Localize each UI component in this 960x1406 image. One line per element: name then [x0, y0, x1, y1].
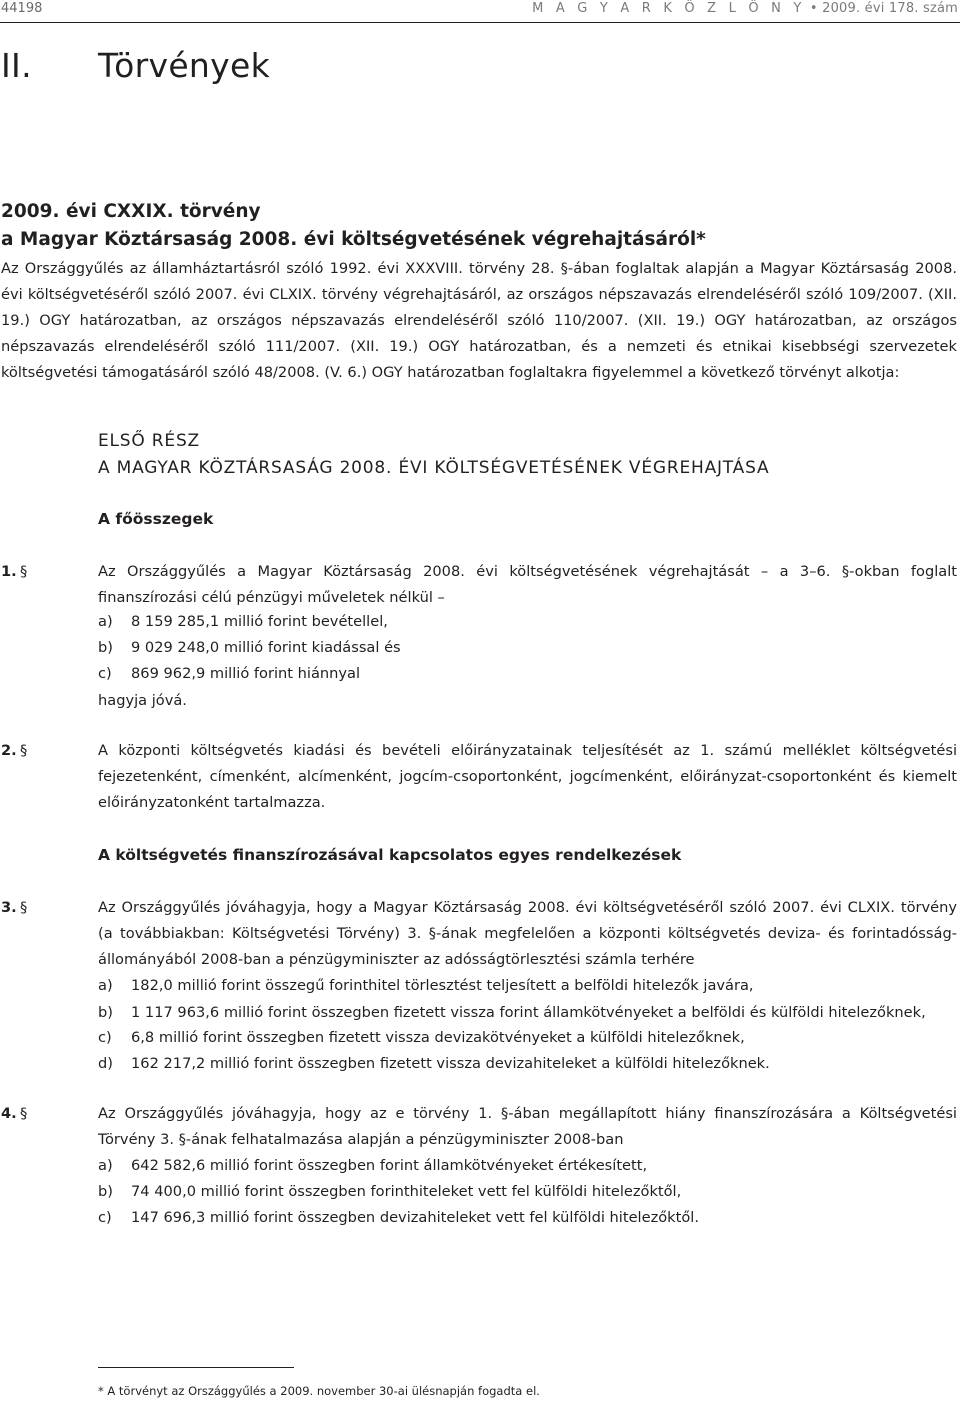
footnote-rule: [98, 1367, 294, 1368]
section-1-item-a: a) 8 159 285,1 millió forint bevétellel,: [98, 613, 388, 630]
part-number: II.: [1, 46, 32, 85]
section-4-item-c: c) 147 696,3 millió forint összegben devizahiteleket vett fel külföldi hitelezőktől.: [98, 1209, 699, 1226]
section-1-item-c: c) 869 962,9 millió forint hiánnyal: [98, 665, 361, 682]
section-2-number: 2.: [1, 742, 17, 759]
section-3-item-d: d) 162 217,2 millió forint összegben fizetett vissza devizahiteleket a külföldi hitelezőknek.: [98, 1055, 770, 1072]
section-1-closing: hagyja jóvá.: [98, 692, 187, 709]
header-rule: [0, 22, 960, 23]
law-title-line2: a Magyar Köztársaság 2008. évi költségvetésének végrehajtásáról*: [1, 229, 706, 250]
section-4-number: 4.: [1, 1105, 17, 1122]
subheading-financing: A költségvetés finanszírozásával kapcsolatos egyes rendelkezések: [98, 846, 682, 864]
section-1-text: Az Országgyűlés a Magyar Köztársaság 2008. évi költségvetésének végrehajtását – a 3–6. §-okban foglalt finanszírozási célú pénzügyi műveletek nélkül –: [98, 563, 957, 606]
part-title: Törvények: [98, 46, 270, 85]
section-4-item-b: b) 74 400,0 millió forint összegben forinthiteleket vett fel külföldi hitelezőktől,: [98, 1183, 682, 1200]
law-title-line1: 2009. évi CXXIX. törvény: [1, 201, 261, 222]
section-3-number: 3.: [1, 899, 17, 916]
section-1-number: 1.: [1, 563, 17, 580]
issue-info: • 2009. évi 178. szám: [809, 1, 958, 16]
section-3-item-b: b) 1 117 963,6 millió forint összegben fizetett vissza forint államkötvényeket a belföldi és külföldi hitelezőknek,: [98, 1004, 926, 1021]
section-3-item-a: a) 182,0 millió forint összegű forinthitel törlesztést teljesített a belföldi hitelezők javára,: [98, 977, 754, 994]
first-part-title: A MAGYAR KÖZTÁRSASÁG 2008. ÉVI KÖLTSÉGVETÉSÉNEK VÉGREHAJTÁSA: [98, 458, 770, 478]
section-4-sign: §: [20, 1105, 28, 1122]
page-number: 44198: [1, 1, 43, 16]
section-3-sign: §: [20, 899, 28, 916]
section-4-text: Az Országgyűlés jóváhagyja, hogy az e törvény 1. §-ában megállapított hiány finanszírozására a Költségvetési Törvény 3. §-ának felhatalmazása alapján a pénzügyminiszter 2008-ban: [98, 1105, 957, 1148]
section-3-item-c: c) 6,8 millió forint összegben fizetett vissza devizakötvényeket a külföldi hitelezőknek,: [98, 1029, 745, 1046]
footnote: * A törvényt az Országgyűlés a 2009. november 30-ai ülésnapján fogadta el.: [98, 1384, 540, 1398]
section-1-item-b: b) 9 029 248,0 millió forint kiadással és: [98, 639, 401, 656]
subheading-main-totals: A főösszegek: [98, 510, 214, 528]
first-part-label: ELSŐ RÉSZ: [98, 431, 200, 451]
preamble: Az Országgyűlés az államháztartásról szóló 1992. évi XXXVIII. törvény 28. §-ában foglaltak alapján a Magyar Köztársaság 2008. évi költségvetéséről szóló 2007. évi CLXIX. törvény végrehajtásáról, az országos népszavazás elrendeléséről szóló 109/2007. (XII. 19.) OGY határozatban, az országos népszavazás elrendeléséről szóló 110/2007. (XII. 19.) OGY határozatban, az országos népszavazás elrendeléséről szóló 111/2007. (XII. 19.) OGY határozatban, és a nemzeti és etnikai kisebbségi szervezetek költségvetési támogatásáról szóló 48/2008. (V. 6.) OGY határozatban foglaltakra figyelemmel a következő törvényt alkotja:: [1, 260, 957, 381]
section-2-sign: §: [20, 742, 28, 759]
law-title: [1, 198, 706, 254]
section-2-text: A központi költségvetés kiadási és bevételi előirányzatainak teljesítését az 1. számú melléklet költségvetési fejezetenként, címenként, alcímenként, jogcím-csoportonként, jogcímenként, előirányzat-csoportonként és kiemelt előirányzatonként tartalmazza.: [98, 742, 957, 811]
journal-title: M A G Y A R K Ö Z L Ö N Y: [532, 1, 806, 16]
section-4-item-a: a) 642 582,6 millió forint összegben forint államkötvényeket értékesített,: [98, 1157, 648, 1174]
section-3-text: Az Országgyűlés jóváhagyja, hogy a Magyar Köztársaság 2008. évi költségvetéséről szóló 2007. évi CLXIX. törvény (a továbbiakban: Költségvetési Törvény) 3. §-ának megfelelően a központi költségvetés deviza- és forintadósság-állományából 2008-ban a pénzügyminiszter az adósságtörlesztési számla terhére: [98, 899, 957, 968]
section-1-sign: §: [20, 563, 28, 580]
running-head: [532, 1, 958, 16]
